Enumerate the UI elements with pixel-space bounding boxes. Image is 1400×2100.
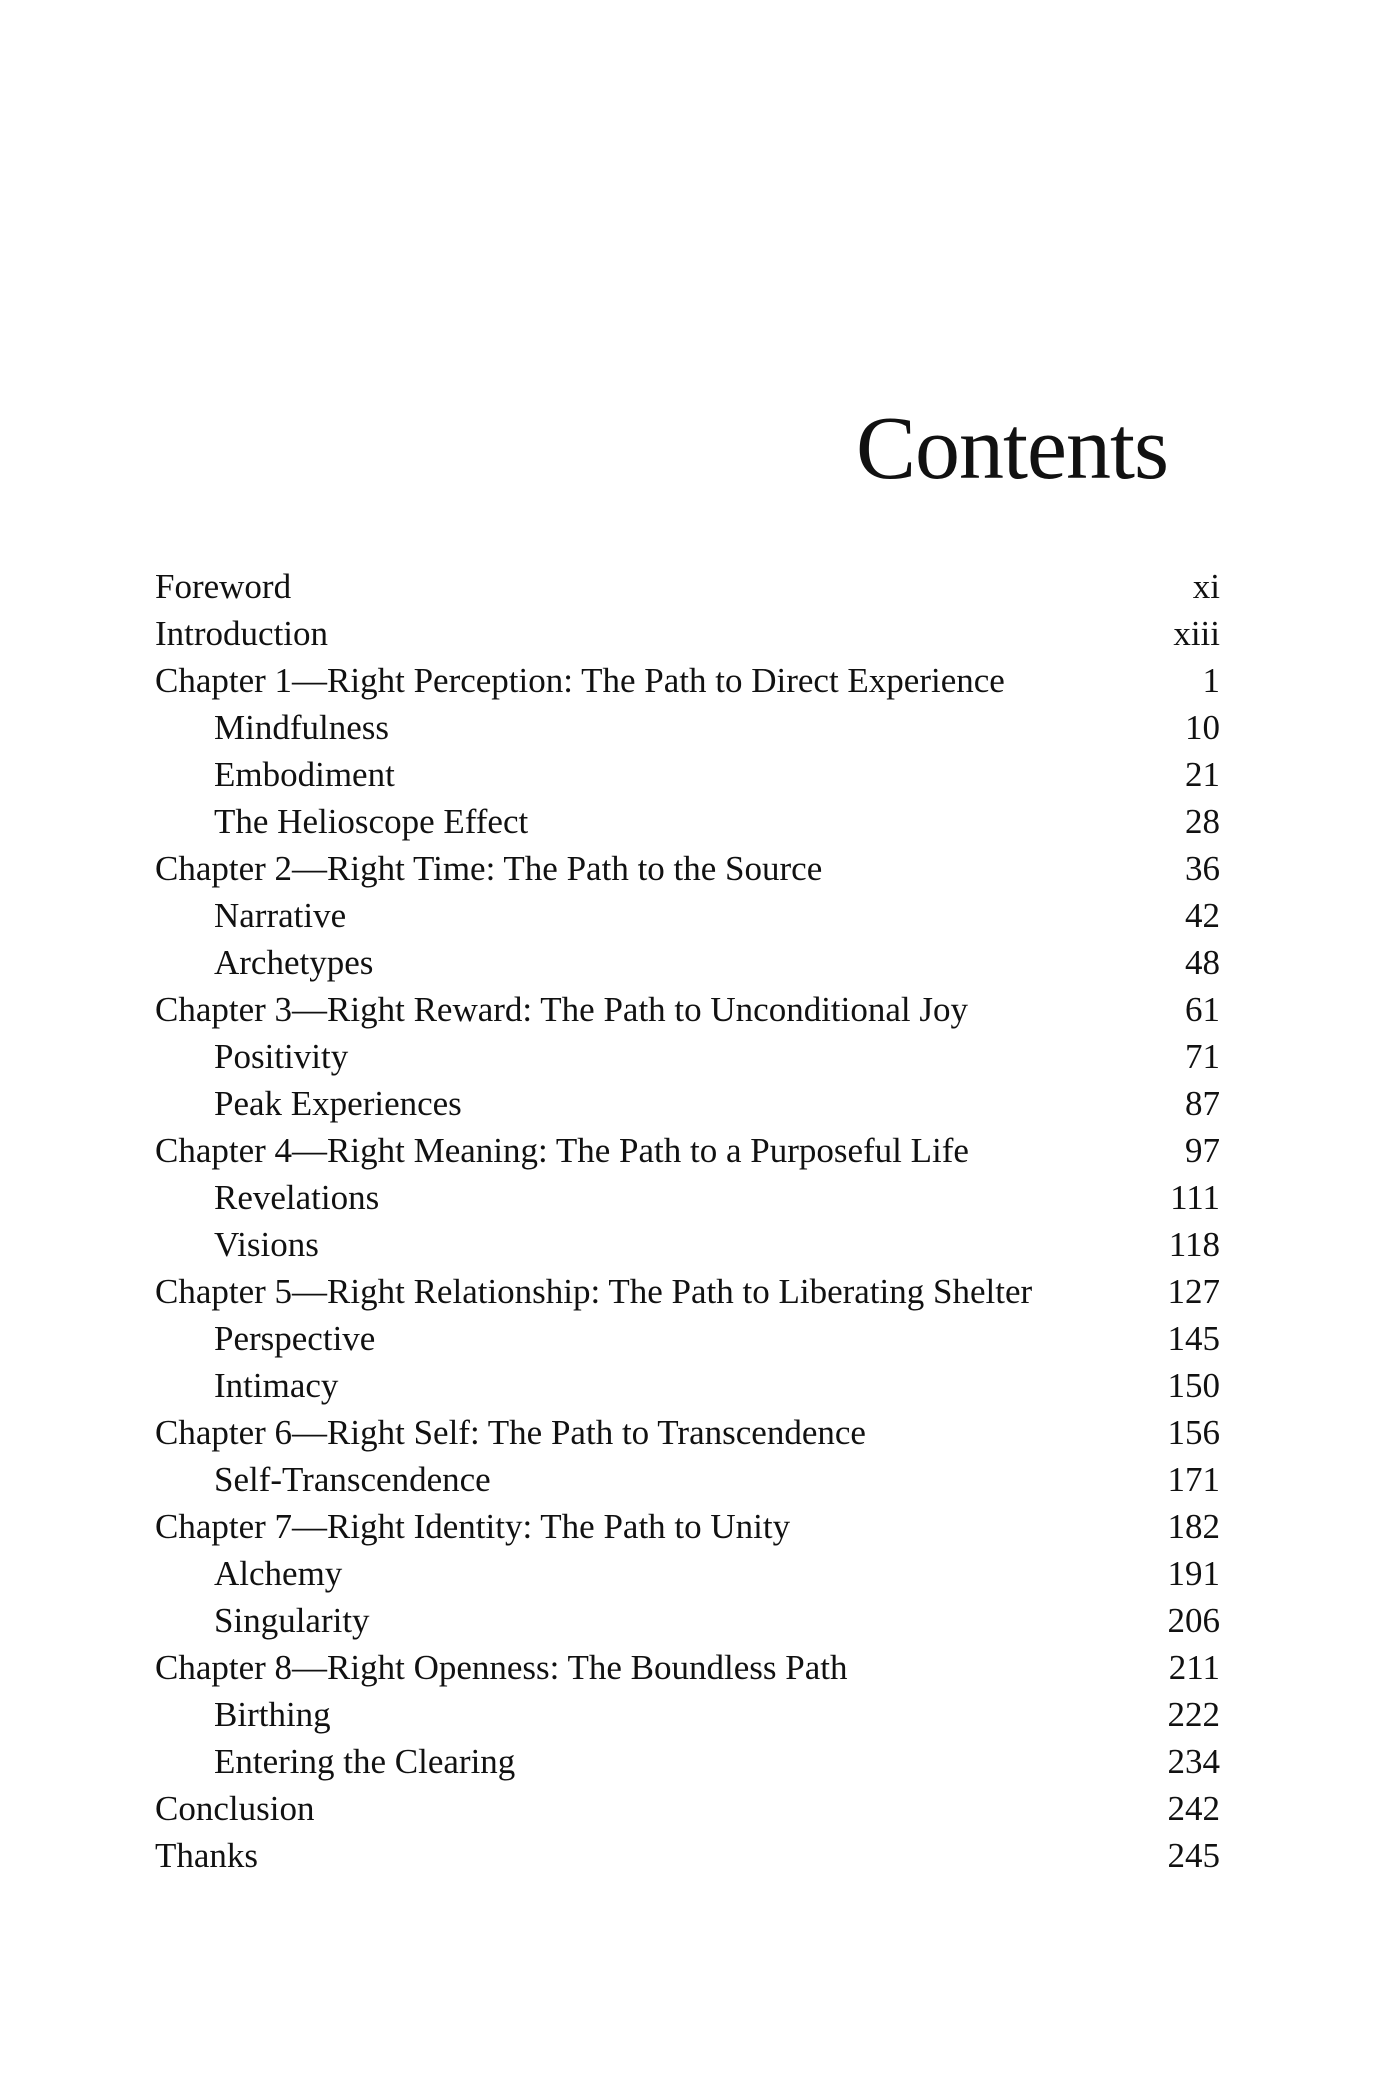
toc-page-number: 21 [1185, 755, 1220, 794]
toc-entry-label: Foreword [155, 567, 292, 606]
toc-entry-label: Embodiment [214, 755, 395, 794]
toc-page-number: xi [1192, 567, 1220, 606]
toc-subentry [155, 1738, 1220, 1785]
toc-entry [155, 1127, 1220, 1174]
toc-entry-label: Narrative [214, 896, 347, 935]
toc-page-number: 36 [1185, 849, 1220, 888]
toc-subentry [155, 1691, 1220, 1738]
toc-entry [155, 845, 1220, 892]
toc-page-number: 48 [1185, 943, 1220, 982]
toc-entry [155, 1503, 1220, 1550]
toc-subentry [155, 1221, 1220, 1268]
toc-entry [155, 1785, 1220, 1832]
toc-page-number: 61 [1185, 990, 1220, 1029]
toc-page-number: 1 [1202, 661, 1220, 700]
toc-entry-label: Introduction [155, 614, 329, 653]
toc-entry-label: Conclusion [155, 1789, 315, 1828]
toc-subentry [155, 939, 1220, 986]
toc-entry-label: Chapter 8—Right Openness: The Boundless Path [155, 1648, 848, 1687]
toc-entry-label: Perspective [214, 1319, 376, 1358]
toc-entry [155, 1832, 1220, 1879]
toc-page-number: 87 [1185, 1084, 1220, 1123]
toc-subentry [155, 1174, 1220, 1221]
toc-page-number: 211 [1168, 1648, 1220, 1687]
toc-subentry [155, 798, 1220, 845]
toc-page-number: 71 [1185, 1037, 1220, 1076]
toc-entry-label: Chapter 7—Right Identity: The Path to Unity [155, 1507, 791, 1546]
toc-subentry [155, 1456, 1220, 1503]
toc-page-number: 111 [1170, 1178, 1220, 1217]
toc-page-number: 156 [1167, 1413, 1220, 1452]
toc-page-number: xiii [1173, 614, 1220, 653]
toc-subentry [155, 1550, 1220, 1597]
page-title: Contents [855, 399, 1168, 498]
toc-entry-label: Visions [214, 1225, 319, 1264]
toc-entry-label: Chapter 4—Right Meaning: The Path to a Purposeful Life [155, 1131, 969, 1170]
toc-subentry [155, 1033, 1220, 1080]
toc-entry-label: Positivity [214, 1037, 349, 1076]
toc-page-number: 42 [1185, 896, 1220, 935]
toc-subentry [155, 1597, 1220, 1644]
toc-entry-label: Alchemy [214, 1554, 343, 1593]
toc-subentry [155, 704, 1220, 751]
toc-page-number: 242 [1167, 1789, 1220, 1828]
toc-entry [155, 1268, 1220, 1315]
toc-entry-label: Peak Experiences [214, 1084, 462, 1123]
toc-subentry [155, 1315, 1220, 1362]
toc-subentry [155, 892, 1220, 939]
toc-entry-label: Entering the Clearing [214, 1742, 516, 1781]
toc-subentry [155, 751, 1220, 798]
toc-entry-label: Mindfulness [214, 708, 389, 747]
toc-page-number: 171 [1167, 1460, 1220, 1499]
toc-entry-label: Intimacy [214, 1366, 339, 1405]
toc-entry-label: Chapter 1—Right Perception: The Path to Direct Experience [155, 661, 1005, 700]
toc-subentry [155, 1362, 1220, 1409]
toc-entry-label: Birthing [214, 1695, 331, 1734]
toc-page-number: 182 [1167, 1507, 1220, 1546]
toc-entry [155, 563, 1220, 610]
toc-entry-label: Chapter 5—Right Relationship: The Path to Liberating Shelter [155, 1272, 1033, 1311]
toc-subentry [155, 1080, 1220, 1127]
toc-entry-label: The Helioscope Effect [214, 802, 529, 841]
toc-entry-label: Chapter 2—Right Time: The Path to the Source [155, 849, 823, 888]
toc-entry [155, 1409, 1220, 1456]
toc-page-number: 222 [1167, 1695, 1220, 1734]
toc-entry [155, 1644, 1220, 1691]
toc-page-number: 150 [1167, 1366, 1220, 1405]
toc-page-number: 245 [1167, 1836, 1220, 1875]
toc-page-number: 234 [1167, 1742, 1220, 1781]
toc-entry-label: Revelations [214, 1178, 380, 1217]
toc-entry-label: Chapter 6—Right Self: The Path to Transcendence [155, 1413, 866, 1452]
table-of-contents [155, 563, 1220, 1879]
toc-entry [155, 657, 1220, 704]
toc-page-number: 28 [1185, 802, 1220, 841]
toc-page-number: 118 [1168, 1225, 1220, 1264]
toc-page-number: 10 [1185, 708, 1220, 747]
toc-page-number: 97 [1185, 1131, 1220, 1170]
toc-entry [155, 986, 1220, 1033]
toc-page-number: 127 [1167, 1272, 1220, 1311]
toc-entry-label: Chapter 3—Right Reward: The Path to Unconditional Joy [155, 990, 968, 1029]
toc-page-number: 145 [1167, 1319, 1220, 1358]
toc-page-number: 206 [1167, 1601, 1220, 1640]
toc-page-number: 191 [1167, 1554, 1220, 1593]
toc-entry-label: Archetypes [214, 943, 374, 982]
toc-entry [155, 610, 1220, 657]
toc-entry-label: Singularity [214, 1601, 370, 1640]
toc-entry-label: Self-Transcendence [214, 1460, 491, 1499]
toc-entry-label: Thanks [155, 1836, 259, 1875]
